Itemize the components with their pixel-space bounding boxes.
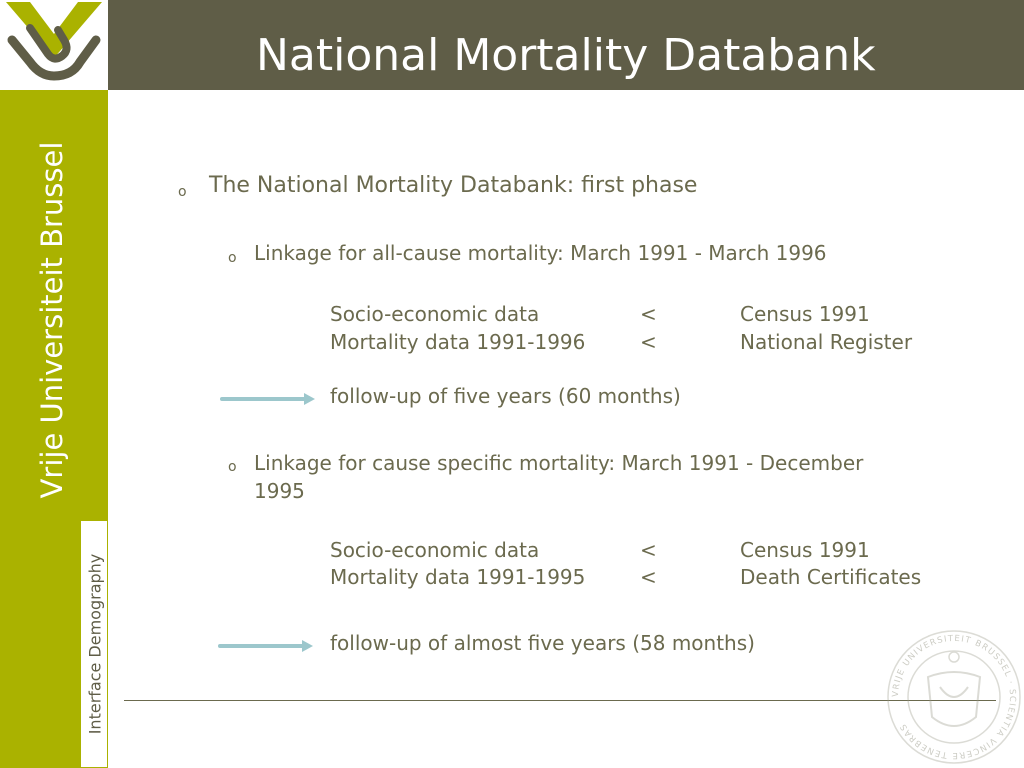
main-bullet-text: The National Mortality Databank: first phase xyxy=(209,173,698,198)
section1-row1-right: Census 1991 xyxy=(740,302,870,326)
section2-row2-right: Death Certificates xyxy=(740,565,922,589)
right-arrow-icon xyxy=(220,392,316,406)
logo-area xyxy=(0,0,108,90)
section1-row1-sep: < xyxy=(640,302,657,326)
section2-heading-line2: 1995 xyxy=(254,479,305,503)
section2-followup: follow-up of almost five years (58 months) xyxy=(330,631,755,655)
footer-divider xyxy=(124,700,996,701)
section1-heading: Linkage for all-cause mortality: March 1991 - March 1996 xyxy=(254,241,827,265)
right-arrow-icon xyxy=(218,639,314,653)
vub-logo-icon xyxy=(0,0,108,90)
section2-row1-right: Census 1991 xyxy=(740,538,870,562)
page-title: National Mortality Databank xyxy=(256,30,876,81)
section1-row2-right: National Register xyxy=(740,330,913,354)
section1-row2-sep: < xyxy=(640,330,657,354)
bullet-circle-icon: o xyxy=(228,459,237,475)
seal-text: VRIJE UNIVERSITEIT BRUSSEL · SCIENTIA VINCERE TENEBRAS xyxy=(890,633,1018,761)
section2-row1-left: Socio-economic data xyxy=(330,538,540,562)
university-seal-icon xyxy=(884,627,1024,767)
bullet-circle-icon: o xyxy=(178,184,187,200)
section2-row2-left: Mortality data 1991-1995 xyxy=(330,565,586,589)
university-name: Vrije Universiteit Brussel xyxy=(35,141,69,499)
section1-row1-left: Socio-economic data xyxy=(330,302,540,326)
bullet-circle-icon: o xyxy=(228,250,237,266)
section2-heading-line1: Linkage for cause specific mortality: March 1991 - December xyxy=(254,451,864,475)
section1-followup: follow-up of five years (60 months) xyxy=(330,384,681,408)
section2-row2-sep: < xyxy=(640,565,657,589)
department-label: Interface Demography xyxy=(85,553,105,735)
section2-row1-sep: < xyxy=(640,538,657,562)
section1-row2-left: Mortality data 1991-1996 xyxy=(330,330,586,354)
